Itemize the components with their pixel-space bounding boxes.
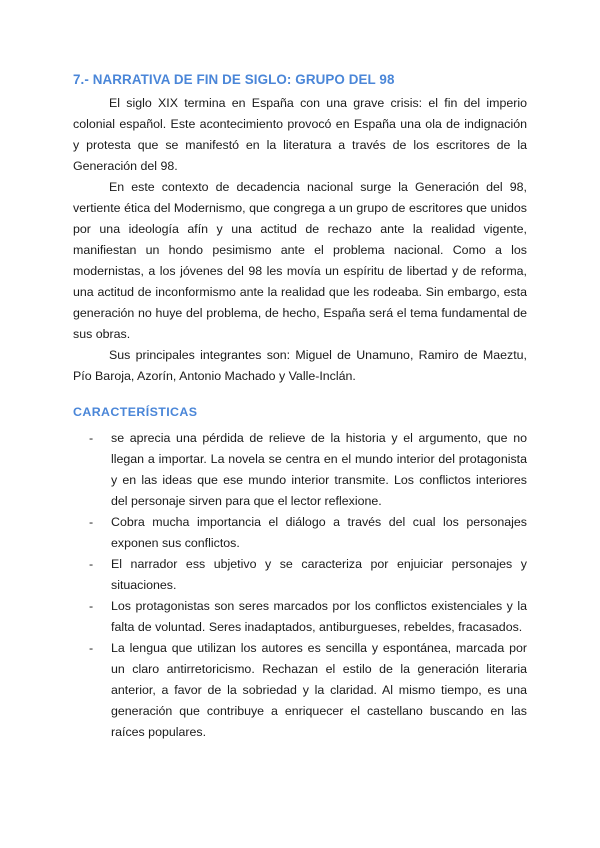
list-item-text: Cobra mucha importancia el diálogo a través del cual los personajes exponen sus conflictos. (111, 515, 527, 550)
list-item (73, 428, 527, 512)
bullet-dash: - (89, 515, 94, 529)
bullet-dash: - (89, 599, 94, 613)
intro-paragraph: El siglo XIX termina en España con una grave crisis: el fin del imperio colonial español. Este acontecimiento provocó en España una ola de indignación y protesta que se manifestó en la literatura a través de los escritores de la Generación del 98. (73, 96, 527, 173)
list-item-text: se aprecia una pérdida de relieve de la historia y el argumento, que no llegan a importar. La novela se centra en el mundo interior del protagonista y en las ideas que ese mundo interior transmite. Los conflictos interiores del personaje sirven para que el lector reflexione. (111, 431, 527, 508)
list-item (73, 554, 527, 596)
list-item-text: Los protagonistas son seres marcados por los conflictos existenciales y la falta de voluntad. Seres inadaptados, antiburgueses, rebeldes, fracasados. (111, 599, 527, 634)
bullet-dash: - (89, 641, 94, 655)
list-item (73, 596, 527, 638)
list-item (73, 638, 527, 743)
context-paragraph: En este contexto de decadencia nacional surge la Generación del 98, vertiente ética del Modernismo, que congrega a un grupo de escritores que unidos por una ideología afín y una actitud de rechazo ante la realidad vigente, manifiestan un hondo pesimismo ante el problema nacional. Como a los modernistas, a los jóvenes del 98 les movía un espíritu de libertad y de reforma, una actitud de inconformismo ante la realidad que les rodeaba. Sin embargo, esta generación no huye del problema, de hecho, España será el tema fundamental de sus obras. (73, 180, 527, 341)
bullet-dash: - (89, 557, 94, 571)
members-paragraph: Sus principales integrantes son: Miguel de Unamuno, Ramiro de Maeztu, Pío Baroja, Azorín, Antonio Machado y Valle-Inclán. (73, 348, 527, 383)
bullet-dash: - (89, 431, 94, 445)
page-title: 7.- NARRATIVA DE FIN DE SIGLO: GRUPO DEL 98 (73, 72, 395, 87)
characteristics-list (73, 428, 527, 743)
section-title: CARACTERÍSTICAS (73, 405, 198, 419)
list-item (73, 512, 527, 554)
list-item-text: El narrador ess ubjetivo y se caracteriza por enjuiciar personajes y situaciones. (111, 557, 527, 592)
list-item-text: La lengua que utilizan los autores es sencilla y espontánea, marcada por un claro antirretoricismo. Rechazan el estilo de la generación literaria anterior, a favor de la sobriedad y la claridad. Al mismo tiempo, es una generación que contribuye a enriquecer el castellano buscando en las raíces populares. (111, 641, 527, 739)
